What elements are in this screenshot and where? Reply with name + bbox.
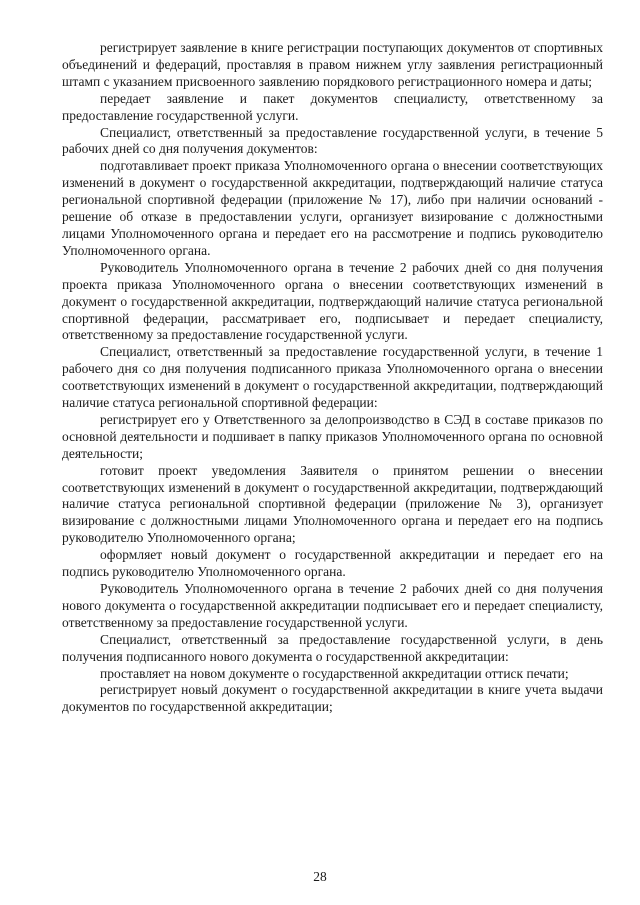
- paragraph: Специалист, ответственный за предоставление государственной услуги, в день получения подписанного нового документа о государственной аккредитации:: [62, 631, 603, 664]
- page-number: 28: [313, 869, 327, 884]
- document-body: [62, 40, 603, 716]
- paragraph: регистрирует заявление в книге регистрации поступающих документов от спортивных объединений и федераций, проставляя в правом нижнем углу заявления регистрационный штамп с указанием присвоенного заявлению порядкового регистрационного номера и даты;: [62, 40, 603, 89]
- paragraph: передает заявление и пакет документов специалисту, ответственному за предоставление государственной услуги.: [62, 90, 603, 123]
- paragraph: оформляет новый документ о государственной аккредитации и передает его на подпись руководителю Уполномоченного органа.: [62, 547, 603, 580]
- paragraph: Специалист, ответственный за предоставление государственной услуги, в течение 5 рабочих дней со дня получения документов:: [62, 124, 603, 157]
- paragraph: готовит проект уведомления Заявителя о принятом решении о внесении соответствующих изменений в документ о государственной аккредитации, подтверждающий наличие статуса региональной спортивной федерации (приложение № 3), организует визирование с должностными лицами Уполномоченного органа и передает его на подпись руководителю Уполномоченного органа;: [62, 462, 603, 546]
- paragraph: Специалист, ответственный за предоставление государственной услуги, в течение 1 рабочего дня со дня получения подписанного приказа Уполномоченного органа о внесении соответствующих изменений в документ о государственной аккредитации, подтверждающий наличие статуса региональной спортивной федерации:: [62, 344, 603, 411]
- paragraph: регистрирует новый документ о государственной аккредитации в книге учета выдачи документов по государственной аккредитации;: [62, 682, 603, 715]
- paragraph: Руководитель Уполномоченного органа в течение 2 рабочих дней со дня получения проекта приказа Уполномоченного органа о внесении соответствующих изменений в документ о государственной аккредитации, подтверждающий наличие статуса региональной спортивной федерации, рассматривает его, подписывает и передает специалисту, ответственному за предоставление государственной услуги.: [62, 259, 603, 343]
- paragraph: регистрирует его у Ответственного за делопроизводство в СЭД в составе приказов по основной деятельности и подшивает в папку приказов Уполномоченного органа по основной деятельности;: [62, 411, 603, 461]
- paragraph: проставляет на новом документе о государственной аккредитации оттиск печати;: [100, 665, 569, 681]
- paragraph: Руководитель Уполномоченного органа в течение 2 рабочих дней со дня получения нового документа о государственной аккредитации подписывает его и передает специалисту, ответственному за предоставление государственной услуги.: [62, 581, 603, 630]
- paragraph: подготавливает проект приказа Уполномоченного органа о внесении соответствующих изменений в документ о государственной аккредитации, подтверждающий наличие статуса региональной спортивной федерации (приложение № 17), либо при наличии оснований - решение об отказе в предоставлении услуги, организует визирование с должностными лицами Уполномоченного органа и передает его на рассмотрение и подпись руководителю Уполномоченного органа.: [62, 158, 603, 258]
